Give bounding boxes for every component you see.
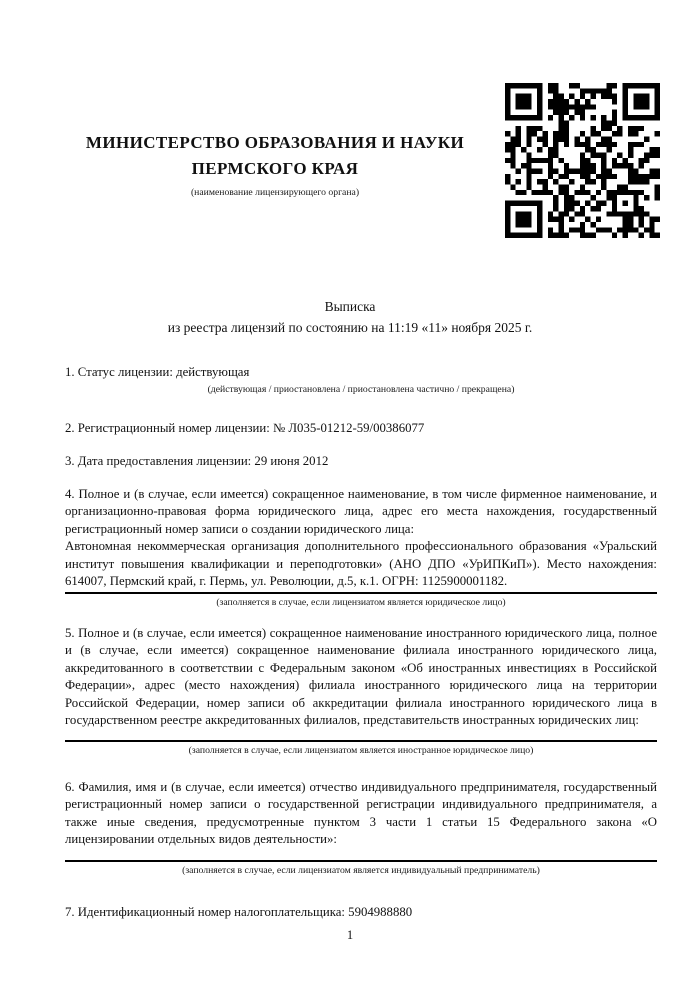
item-1-note: (действующая / приостановлена / приостановлена частично / прекращена) — [207, 383, 515, 395]
item-7-taxpayer-id: 7. Идентификационный номер налогоплательщика: 5904988880 — [65, 904, 413, 919]
item-4-question: 4. Полное и (в случае, если имеется) сокращенное наименование, в том числе фирменное наименование, и организационно-правовая форма юридического лица, адрес его места нахождения, государственный регистрационный номер записи о создании юридического лица: — [65, 486, 657, 536]
item-5-fill-line — [65, 740, 657, 742]
item-4-fill-line — [65, 592, 657, 594]
page-number: 1 — [346, 928, 354, 942]
item-4-answer: Автономная некоммерческая организация дополнительного профессионального образования «Уральский институт повышения квалификации и переподготовки» (АНО ДПО «УрИПКиП»). Место нахождения: 614007, Пермский край, г. Пермь, ул. Революции, д.5, к.1. ОГРН: 1125900001182. — [65, 539, 657, 588]
document-title — [0, 296, 700, 338]
licensing-authority-header — [60, 130, 490, 199]
qr-code-icon — [505, 83, 660, 238]
item-2-registration-number: 2. Регистрационный номер лицензии: № Л035-01212-59/00386077 — [65, 420, 425, 435]
ministry-name-line2: ПЕРМСКОГО КРАЯ — [191, 159, 359, 178]
item-5-foreign-entity — [65, 625, 657, 757]
item-5-question: 5. Полное и (в случае, если имеется) сокращенное наименование иностранного юридического лица, полное и (в случае, если имеется) сокращенное наименование филиала иностранного юридического лица, аккредитованного в соответствии с Федеральным законом «Об иностранных инвестициях в Российской Федерации», адрес (место нахождения) филиала иностранного юридического лица на территории Российской Федерации, номер записи об аккредитации филиала иностранного юридического лица в государственном реестре аккредитованных филиалов, представительств иностранных юридических лиц: — [65, 625, 657, 727]
item-6-question: 6. Фамилия, имя и (в случае, если имеется) отчество индивидуального предпринимателя, государственный регистрационный номер записи о государственной регистрации индивидуального предпринимателя, а также иные сведения, предусмотренные пунктом 3 части 1 статьи 15 Федерального закона «О лицензировании отдельных видов деятельности»: — [65, 779, 657, 846]
item-6-fill-line — [65, 860, 657, 862]
document-title-line1: Выписка — [324, 299, 376, 314]
item-6-individual-entrepreneur — [65, 779, 657, 877]
document-body — [65, 364, 657, 921]
ministry-caption: (наименование лицензирующего органа) — [190, 187, 360, 198]
item-1-license-status — [65, 364, 657, 396]
document-title-line2: из реестра лицензий по состоянию на 11:19 «11» ноября 2025 г. — [167, 320, 533, 335]
item-4-legal-entity — [65, 486, 657, 609]
ministry-name-line1: МИНИСТЕРСТВО ОБРАЗОВАНИЯ И НАУКИ — [85, 133, 465, 152]
item-5-note: (заполняется в случае, если лицензиатом является иностранное юридическое лицо) — [188, 744, 534, 756]
item-4-note: (заполняется в случае, если лицензиатом является юридическое лицо) — [216, 596, 506, 608]
item-6-note: (заполняется в случае, если лицензиатом является индивидуальный предприниматель) — [182, 864, 540, 876]
item-3-grant-date: 3. Дата предоставления лицензии: 29 июня 2012 — [65, 453, 329, 468]
item-1-text: 1. Статус лицензии: действующая — [65, 365, 250, 379]
